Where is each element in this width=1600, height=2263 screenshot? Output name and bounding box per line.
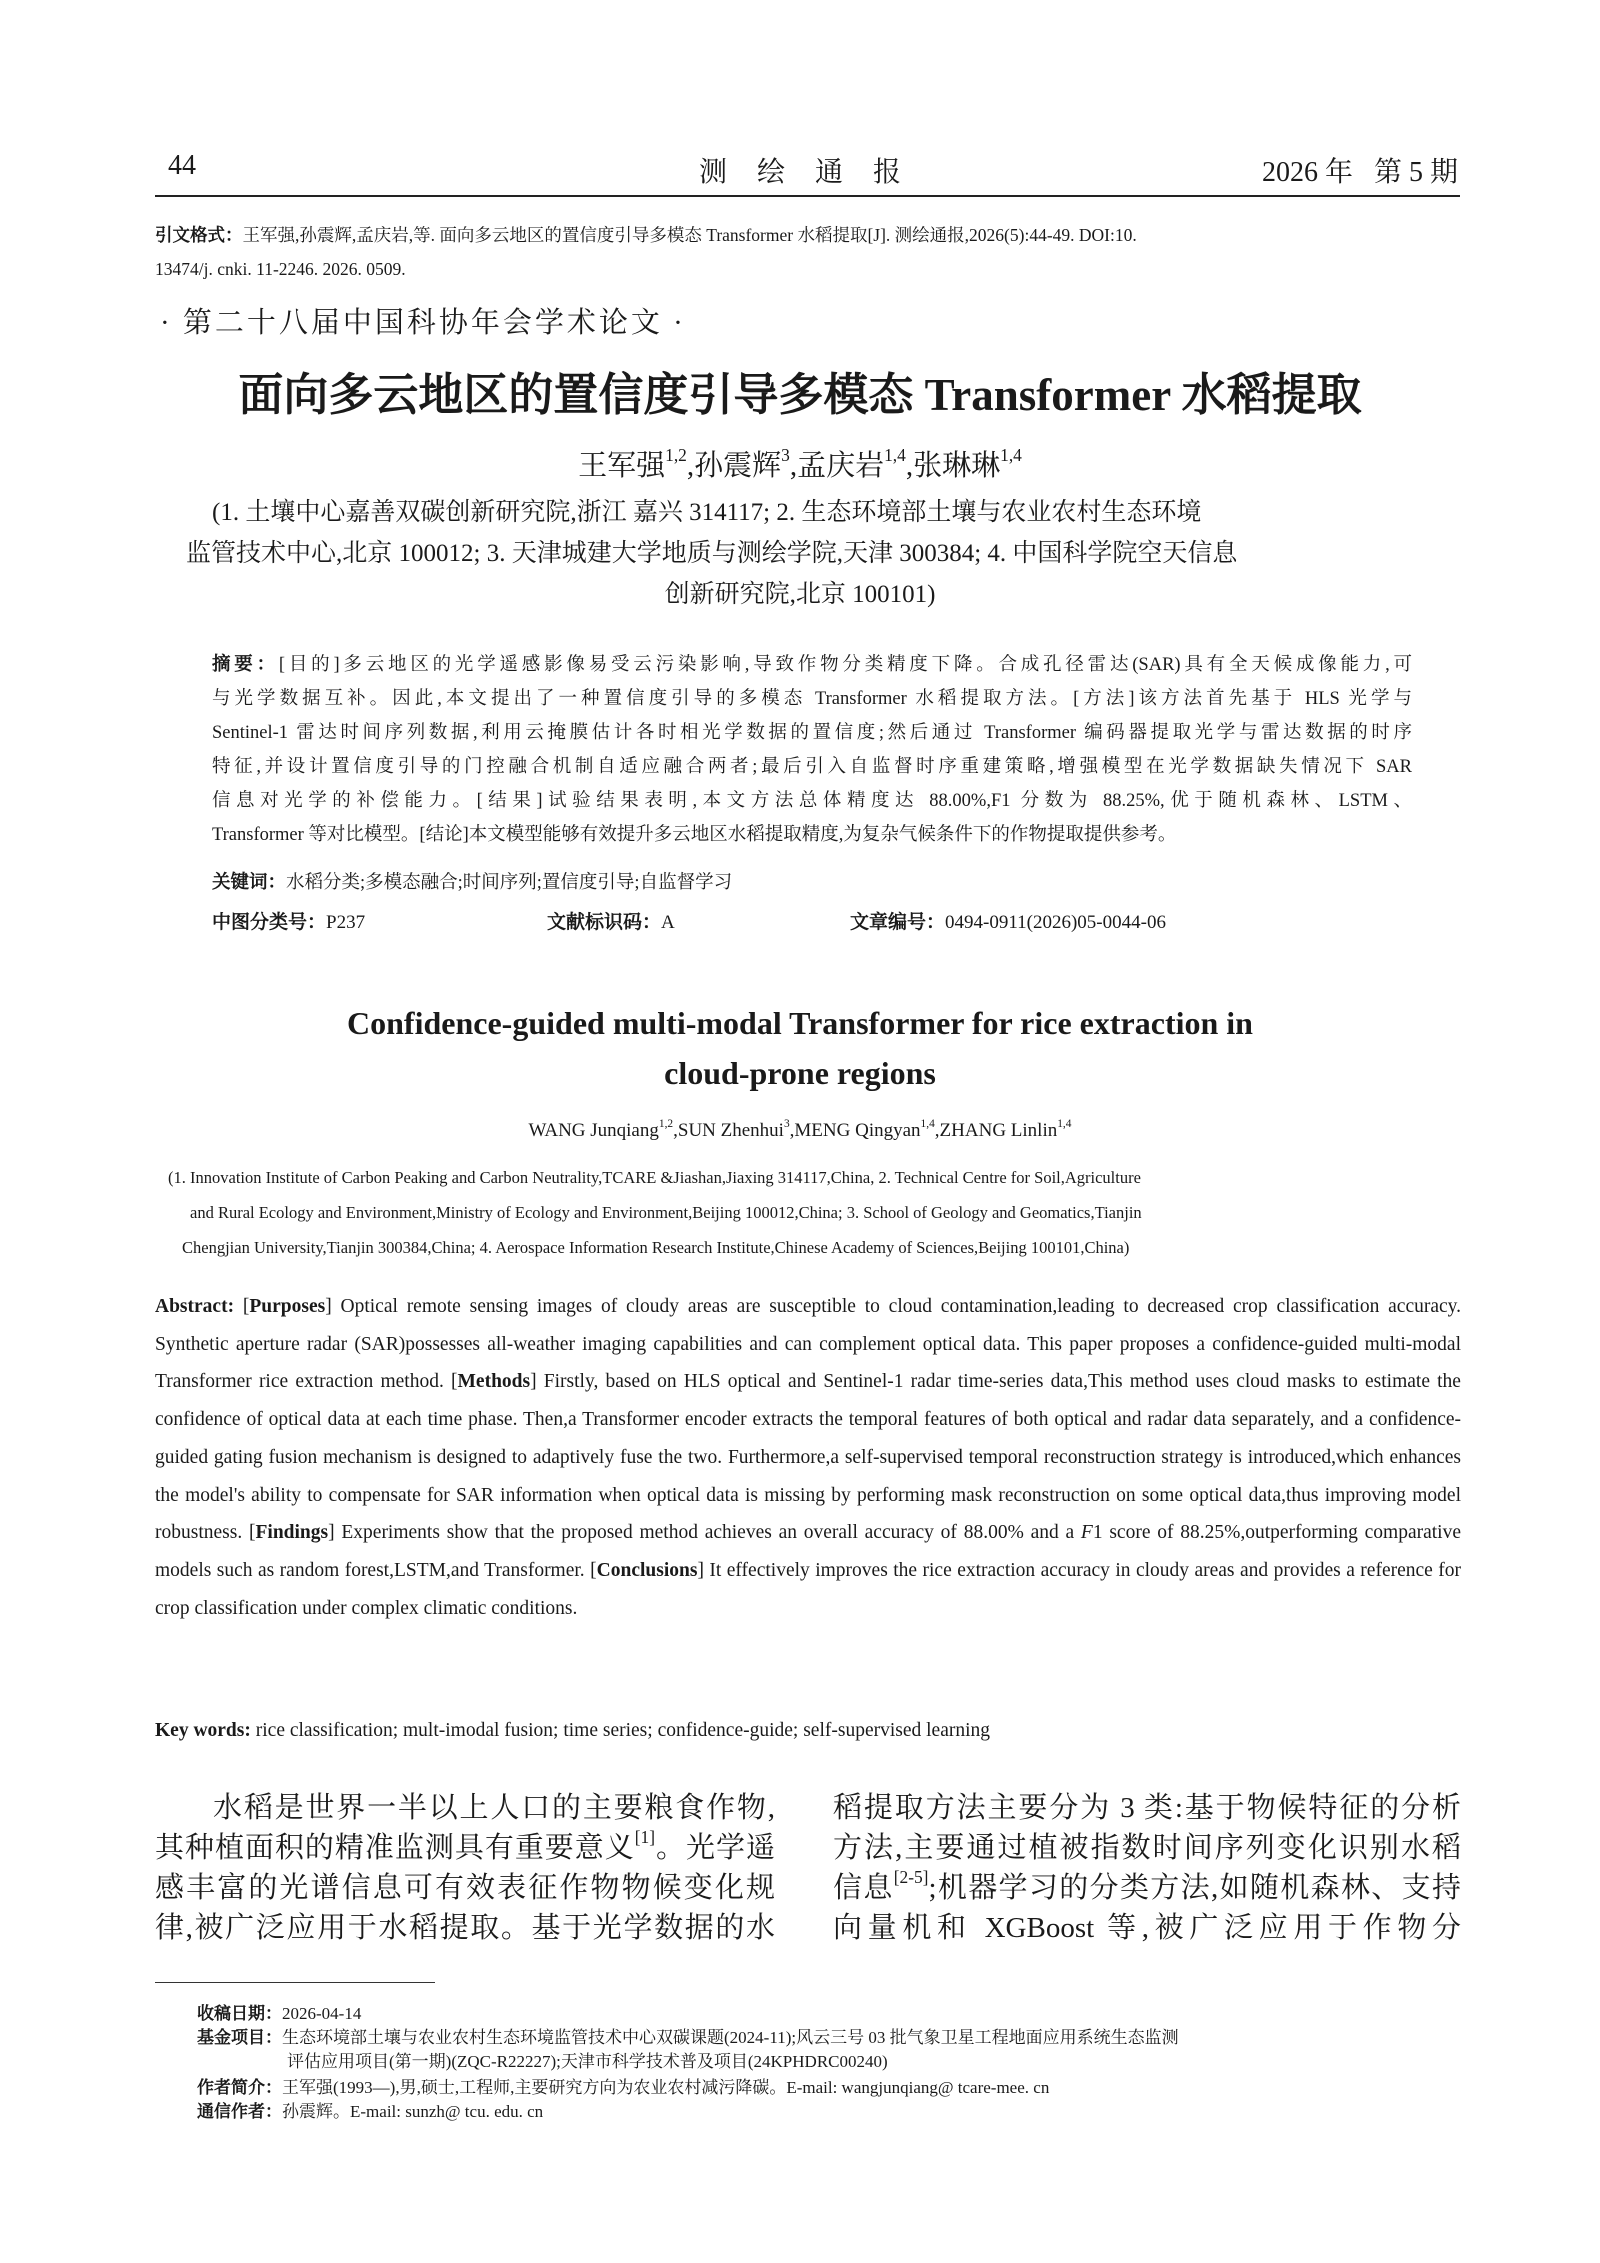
body-line: 向量机和 XGBoost 等,被广泛应用于作物分 — [833, 1912, 1461, 1944]
fund-label: 基金项目： — [197, 2028, 282, 2048]
en-author-sup: 1,2 — [658, 1117, 674, 1130]
cn-abstract-line: Transformer 等对比模型。[结论]本文模型能够有效提升多云地区水稻提取精度,为复杂气候条件下的作物提取提供参考。 — [212, 825, 1177, 845]
findings-text-b: 1 score of 88.25%,outperforming comparative models such as random forest,LSTM,and Transformer. — [155, 1522, 1462, 1581]
cn-keywords — [212, 866, 1412, 900]
footnote-corresponding — [197, 2100, 1459, 2124]
body-line: 律,被广泛应用于水稻提取。基于光学数据的水 — [155, 1912, 775, 1944]
en-author: ZHANG Linlin — [939, 1120, 1058, 1141]
cn-author-sup: 1,4 — [884, 445, 906, 466]
purposes-label: Purposes — [249, 1296, 326, 1317]
received-date: 2026-04-14 — [282, 2004, 362, 2023]
body-line-text: 其种植面积的精准监测具有重要意义 — [155, 1832, 635, 1864]
en-abstract: Abstract: [Purposes] Optical remote sensing images of cloudy areas are susceptible to cloud contamination,leading to decreased crop classification accuracy. Synthetic aperture radar (SAR)possesses all-weather imaging capabilities and can complement optical data. This paper proposes a confidence-guided multi-modal Transformer rice extraction method. [Methods] Firstly, based on HLS optical and Sentinel-1 radar time-series data,This method uses cloud masks to estimate the confidence of optical data at each time phase. Then,a Transformer encoder extracts the temporal features of both optical and radar data separately, and a confidence-guided gating fusion mechanism is designed to adaptively fuse the two. Furthermore,a self-supervised temporal reconstruction strategy is introduced,which enhances the model's ability to compensate for SAR information when optical data is missing by performing mask reconstruction on some optical data,thus improving model robustness. [Findings] Experiments show that the proposed method achieves an overall accuracy of 88.00% and a F1 score of 88.25%,outperforming comparative models such as random forest,LSTM,and Transformer. [Conclusions] It effectively improves the rice extraction accuracy in cloudy areas and provides a reference for crop classification under complex climatic conditions. — [155, 1296, 1462, 1619]
corresponding-text: 孙震辉。E-mail: sunzh@ tcu. edu. cn — [282, 2102, 544, 2121]
findings-f1-italic: F — [1080, 1522, 1093, 1544]
cn-keywords-label: 关键词： — [212, 872, 287, 893]
clc-value: P237 — [326, 912, 366, 933]
methods-text: Firstly, based on HLS optical and Sentinel-1 radar time-series data,This method uses cloud masks to estimate the confidence of optical data at each time phase. Then,a Transformer encoder extracts the temporal features of both optical and radar data separately, and a confidence-guided gating fusion mechanism is designed to adaptively fuse the two. Furthermore,a self-supervised temporal reconstruction strategy is introduced,which enhances the model's ability to compensate for SAR information when optical data is missing by performing mask reconstruction on some optical data,thus improving model robustness. — [155, 1371, 1461, 1544]
en-author: MENG Qingyan — [794, 1120, 921, 1141]
cn-affiliation-line: 监管技术中心,北京 100012; 3. 天津城建大学地质与测绘学院,天津 300384; 4. 中国科学院空天信息 — [186, 540, 1238, 567]
cn-abstract-line — [212, 648, 1412, 682]
issue-info: 2026 年 第 5 期 — [1261, 157, 1458, 188]
cn-abstract-label: 摘要： — [212, 654, 279, 675]
cn-author-sup: 1,2 — [665, 445, 687, 466]
citation-label: 引文格式： — [155, 226, 243, 246]
body-column-left — [155, 1788, 775, 1948]
footnote-rule — [155, 1982, 435, 1983]
body-line: 方法,主要通过植被指数时间序列变化识别水稻 — [833, 1832, 1461, 1864]
cn-abstract-line: 与光学数据互补。因此,本文提出了一种置信度引导的多模态 Transformer 水稻提取方法。[方法]该方法首先基于 HLS 光学与 — [212, 689, 1412, 709]
cn-author: 张琳琳 — [913, 450, 1001, 482]
cn-authors — [0, 443, 1600, 484]
en-affiliation-line: and Rural Ecology and Environment,Ministry of Ecology and Environment,Beijing 100012,China; 3. School of Geology and Geomatics,Tianjin — [190, 1203, 1142, 1222]
body-line — [833, 1868, 1461, 1908]
article-number-value: 0494-0911(2026)05-0044-06 — [945, 912, 1166, 933]
en-author-sup: 1,4 — [920, 1117, 935, 1130]
footnote-author — [197, 2076, 1459, 2100]
author-sep: , — [934, 1120, 940, 1141]
en-abstract-label: Abstract: — [155, 1296, 235, 1317]
section-label: · 第二十八届中国科协年会学术论文 · — [160, 307, 686, 339]
body-column-right — [833, 1788, 1461, 1948]
en-author: WANG Junqiang — [528, 1120, 659, 1141]
cn-author: 孙震辉 — [694, 450, 782, 482]
header-rule — [155, 195, 1460, 197]
body-line-text: ;机器学习的分类方法,如随机森林、支持 — [928, 1872, 1461, 1904]
footnote-fund-cont: 评估应用项目(第一期)(ZQC-R22227);天津市科学技术普及项目(24KPHDRC00240) — [287, 2052, 888, 2071]
purposes-text: Optical remote sensing images of cloudy areas are susceptible to cloud contamination,leading to decreased crop classification accuracy. Synthetic aperture radar (SAR)possesses all-weather imaging capabilities and can complement optical data. This paper proposes a confidence-guided multi-modal Transformer rice extraction method. — [155, 1296, 1462, 1393]
author-bio-label: 作者简介： — [197, 2078, 282, 2098]
en-author-sup: 1,4 — [1057, 1117, 1072, 1130]
journal-name: 测绘通报 — [698, 157, 931, 188]
conclusions-label: Conclusions — [596, 1559, 698, 1581]
en-authors — [0, 1117, 1600, 1142]
cn-author: 王军强 — [578, 450, 666, 482]
en-title — [0, 998, 1600, 1098]
fund-text: 生态环境部土壤与农业农村生态环境监管技术中心双碳课题(2024-11);风云三号 03 批气象卫星工程地面应用系统生态监测 — [282, 2028, 1179, 2047]
cn-affiliation-line: (1. 土壤中心嘉善双碳创新研究院,浙江 嘉兴 314117; 2. 生态环境部土壤与农业农村生态环境 — [212, 499, 1202, 526]
author-sep: , — [686, 450, 695, 482]
en-keywords-label: Key words: — [155, 1720, 251, 1741]
author-bio-text: 王军强(1993—),男,硕士,工程师,主要研究方向为农业农村减污降碳。E-mail: wangjunqiang@ tcare-mee. cn — [282, 2078, 1050, 2097]
en-keywords — [155, 1712, 1461, 1750]
author-sep: , — [789, 450, 798, 482]
en-author-sup: 3 — [783, 1117, 790, 1130]
en-author: SUN Zhenhui — [677, 1120, 784, 1141]
author-sep: , — [673, 1120, 678, 1141]
findings-label: Findings — [255, 1522, 329, 1544]
citation-line-1 — [155, 218, 1460, 253]
cn-author-sup: 3 — [781, 445, 790, 466]
en-title-line-1: Confidence-guided multi-modal Transformer for rice extraction in — [347, 1005, 1253, 1041]
cn-abstract-line: Sentinel-1 雷达时间序列数据,利用云掩膜估计各时相光学数据的置信度;然后通过 Transformer 编码器提取光学与雷达数据的时序 — [212, 723, 1412, 743]
methods-label: Methods — [457, 1371, 531, 1393]
en-affiliation-line: (1. Innovation Institute of Carbon Peaking and Carbon Neutrality,TCARE &Jiashan,Jiaxing 314117,China, 2. Technical Centre for Soil,Agriculture — [168, 1168, 1141, 1187]
en-title-line-2: cloud-prone regions — [664, 1055, 936, 1091]
en-affiliation-line: Chengjian University,Tianjin 300384,China; 4. Aerospace Information Research Institute,Chinese Academy of Sciences,Beijing 100101,China) — [182, 1238, 1130, 1257]
document-code-value: A — [661, 912, 675, 933]
clc-number — [212, 907, 365, 934]
body-line: 感丰富的光谱信息可有效表征作物物候变化规 — [155, 1872, 775, 1904]
body-line: 水稻是世界一半以上人口的主要粮食作物, — [213, 1792, 775, 1824]
body-line-text: 信息 — [833, 1872, 894, 1904]
received-label: 收稿日期： — [197, 2004, 282, 2024]
document-code — [547, 907, 675, 934]
cn-abstract-line: 特征,并设计置信度引导的门控融合机制自适应融合两者;最后引入自监督时序重建策略,增强模型在光学数据缺失情况下 SAR — [212, 757, 1412, 777]
cn-abstract-text: [目的]多云地区的光学遥感影像易受云污染影响,导致作物分类精度下降。合成孔径雷达(SAR)具有全天候成像能力,可 — [278, 655, 1412, 675]
footnote-received — [197, 2002, 1459, 2026]
findings-text-a: Experiments show that the proposed method achieves an overall accuracy of 88.00% and a — [341, 1522, 1075, 1544]
cn-author: 孟庆岩 — [797, 450, 885, 482]
en-keywords-text: rice classification; mult-imodal fusion; time series; confidence-guide; self-supervised learning — [255, 1720, 991, 1741]
citation-line-2: 13474/j. cnki. 11-2246. 2026. 0509. — [155, 259, 406, 279]
article-number — [850, 907, 1166, 934]
citation-ref: [1] — [634, 1827, 656, 1848]
citation-ref: [2-5] — [893, 1867, 929, 1888]
citation-text-1: 王军强,孙震辉,孟庆岩,等. 面向多云地区的置信度引导多模态 Transformer 水稻提取[J]. 测绘通报,2026(5):44-49. DOI:10. — [242, 225, 1137, 245]
clc-label: 中图分类号： — [212, 911, 327, 933]
conclusions-text: It effectively improves the rice extraction accuracy in cloudy areas and provides a reference for crop classification under complex climatic conditions. — [155, 1559, 1461, 1619]
page-number: 44 — [168, 150, 196, 181]
cn-abstract-line: 信息对光学的补偿能力。[结果]试验结果表明,本文方法总体精度达 88.00%,F1 分数为 88.25%,优于随机森林、LSTM、 — [212, 791, 1412, 811]
cn-author-sup: 1,4 — [1000, 445, 1022, 466]
body-line — [155, 1828, 775, 1868]
cn-title: 面向多云地区的置信度引导多模态 Transformer 水稻提取 — [238, 370, 1362, 420]
body-line: 稻提取方法主要分为 3 类:基于物候特征的分析 — [833, 1792, 1461, 1824]
cn-affiliation-line: 创新研究院,北京 100101) — [664, 581, 936, 608]
author-sep: , — [789, 1120, 795, 1141]
cn-keywords-text: 水稻分类;多模态融合;时间序列;置信度引导;自监督学习 — [286, 873, 733, 893]
article-number-label: 文章编号： — [850, 911, 946, 933]
author-sep: , — [905, 450, 914, 482]
document-code-label: 文献标识码： — [547, 911, 662, 933]
footnote-fund — [197, 2026, 1459, 2050]
body-line-text: 。光学遥 — [655, 1832, 775, 1864]
corresponding-label: 通信作者： — [197, 2102, 282, 2122]
